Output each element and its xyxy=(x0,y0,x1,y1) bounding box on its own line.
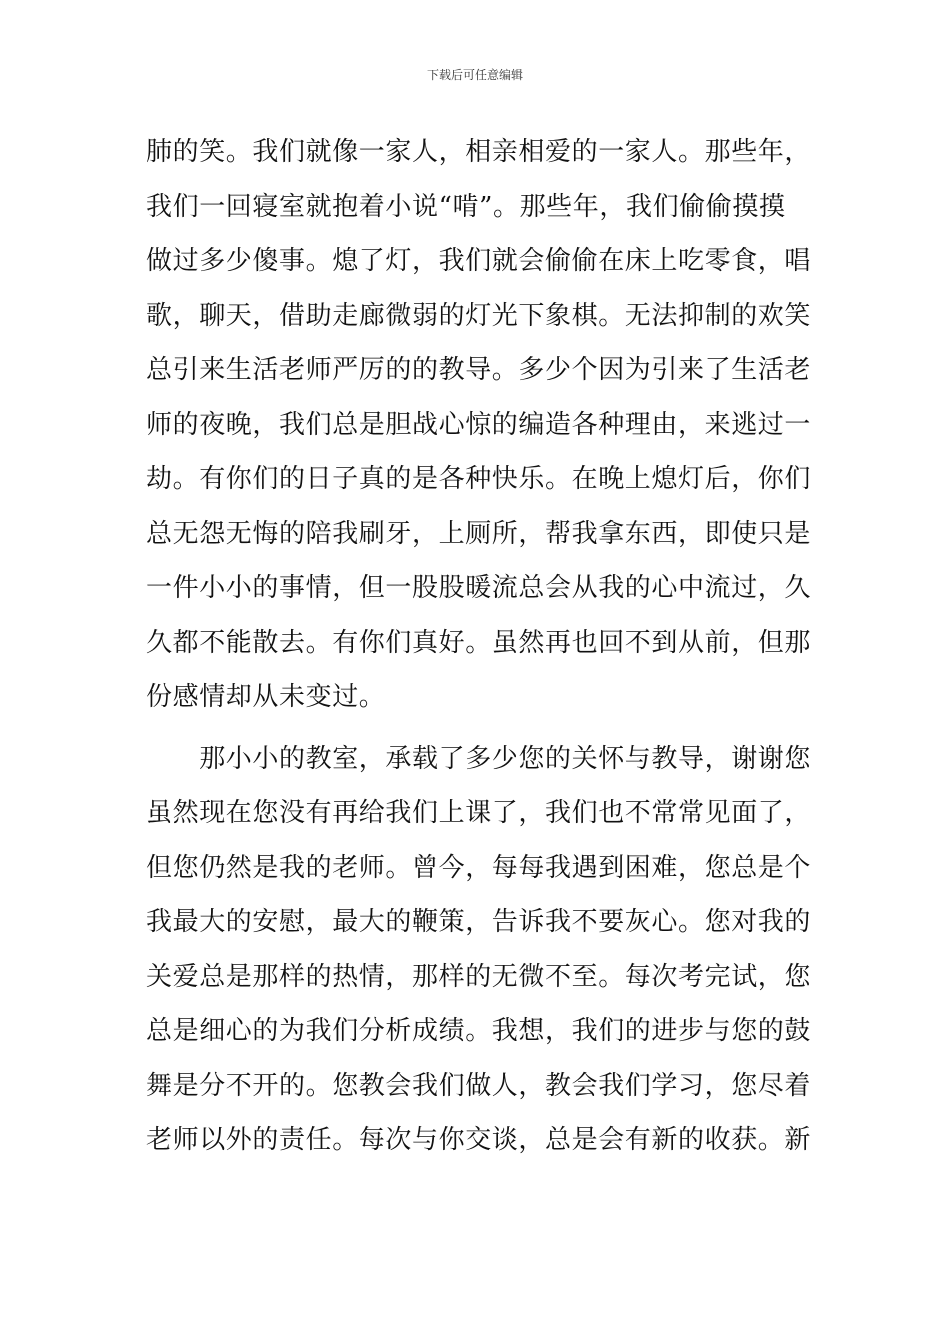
text-line: 总无怨无悔的陪我刷牙，上厕所，帮我拿东西，即使只是 xyxy=(146,518,812,549)
text-line: 劫。有你们的日子真的是各种快乐。在晚上熄灯后，你们 xyxy=(146,464,812,494)
text-line: 肺的笑。我们就像一家人，相亲相爱的一家人。那些年， xyxy=(146,137,812,167)
text-line: 我们一回寝室就抱着小说“啃”。那些年，我们偷偷摸摸 xyxy=(146,191,786,222)
paragraph xyxy=(146,125,812,725)
text-line: 但您仍然是我的老师。曾今，每每我遇到困难，您总是个 xyxy=(146,852,812,883)
text-line: 歌，聊天，借助走廊微弱的灯光下象棋。无法抑制的欢笑 xyxy=(146,300,812,331)
text-line: 我最大的安慰，最大的鞭策，告诉我不要灰心。您对我的 xyxy=(146,907,812,937)
text-line: 一件小小的事情，但一股股暖流总会从我的心中流过，久 xyxy=(146,573,812,603)
text-line: 做过多少傻事。熄了灯，我们就会偷偷在床上吃零食，唱 xyxy=(146,246,812,276)
paragraph-spacer xyxy=(146,725,806,732)
text-line: 份感情却从未变过。 xyxy=(146,682,386,712)
text-line: 虽然现在您没有再给我们上课了，我们也不常常见面了， xyxy=(146,798,812,828)
text-line: 总是细心的为我们分析成绩。我想，我们的进步与您的鼓 xyxy=(146,1016,812,1046)
page-header: 下载后可任意编辑 xyxy=(426,68,523,82)
text-line: 总引来生活老师严厉的的教导。多少个因为引来了生活老 xyxy=(146,355,812,385)
text-line: 师的夜晚，我们总是胆战心惊的编造各种理由，来逃过一 xyxy=(146,409,812,440)
text-line: 关爱总是那样的热情，那样的无微不至。每次考完试，您 xyxy=(146,961,812,992)
paragraph xyxy=(146,732,812,1168)
text-line: 久都不能散去。有你们真好。虽然再也回不到从前，但那 xyxy=(146,627,812,658)
text-line: 老师以外的责任。每次与你交谈，总是会有新的收获。新 xyxy=(146,1125,812,1155)
text-line: 那小小的教室，承载了多少您的关怀与教导，谢谢您 xyxy=(146,743,812,774)
text-line: 舞是分不开的。您教会我们做人，教会我们学习，您尽着 xyxy=(146,1070,812,1101)
document-body xyxy=(146,125,812,1168)
